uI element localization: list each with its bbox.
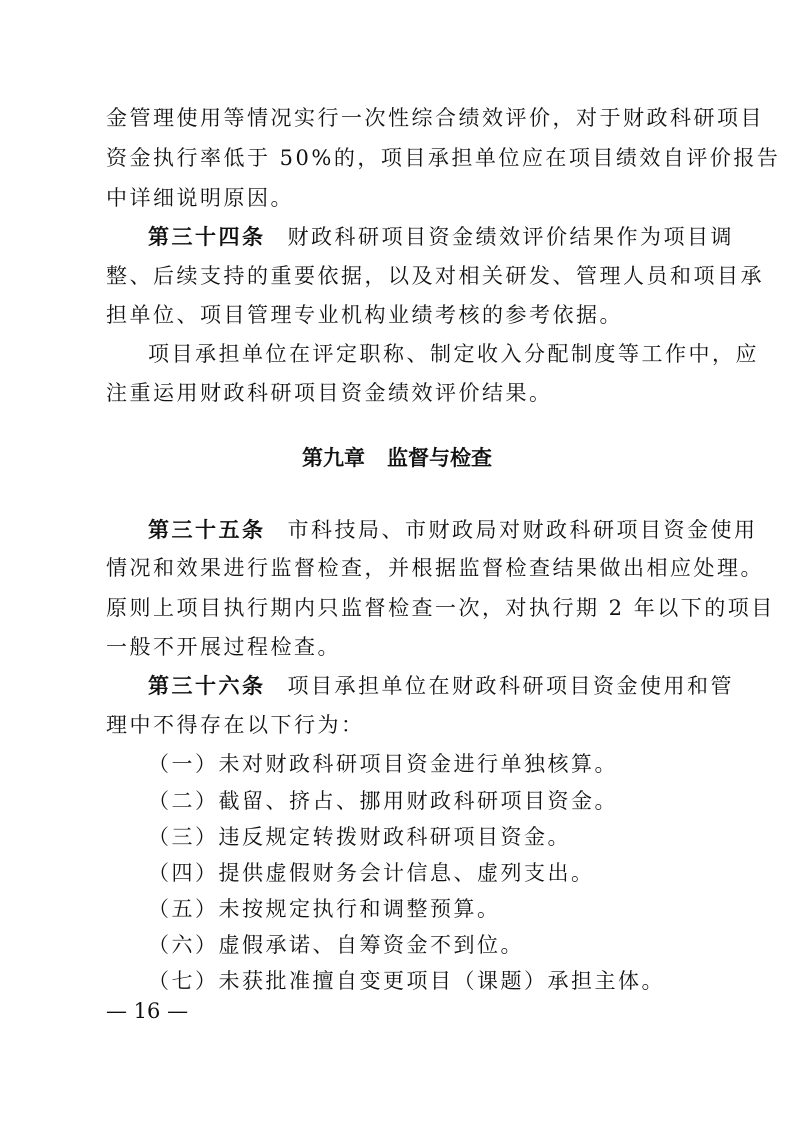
article-35-text: 市科技局、市财政局对财政科研项目资金使用	[287, 518, 758, 542]
chapter-heading	[302, 443, 492, 473]
list-item: （六）虚假承诺、自筹资金不到位。	[148, 933, 524, 957]
list-item: （七）未获批准擅自变更项目（课题）承担主体。	[148, 969, 665, 993]
article-36-first-line	[148, 671, 734, 701]
body-text-line: 中详细说明原因。	[106, 186, 294, 210]
body-text-line: 原则上项目执行期内只监督检查一次，对执行期 2 年以下的项目	[106, 596, 775, 620]
article-36-text: 项目承担单位在财政科研项目资金使用和管	[287, 674, 734, 698]
body-text-line: 项目承担单位在评定职称、制定收入分配制度等工作中，应	[148, 342, 759, 366]
body-text-line: 理中不得存在以下行为：	[106, 713, 365, 737]
article-35-first-line	[148, 515, 758, 545]
list-item: （三）违反规定转拨财政科研项目资金。	[148, 825, 571, 849]
article-34-text: 财政科研项目资金绩效评价结果作为项目调	[287, 225, 734, 249]
body-text-line: 整、后续支持的重要依据，以及对相关研发、管理人员和项目承	[106, 264, 764, 288]
body-text-line: 情况和效果进行监督检查，并根据监督检查结果做出相应处理。	[106, 556, 764, 580]
list-item: （二）截留、挤占、挪用财政科研项目资金。	[148, 789, 618, 813]
body-text-line: 金管理使用等情况实行一次性综合绩效评价，对于财政科研项目	[106, 106, 764, 130]
article-34-number: 第三十四条	[148, 225, 266, 249]
list-item: （四）提供虚假财务会计信息、虚列支出。	[148, 861, 595, 885]
page-number: — 16 —	[106, 999, 189, 1023]
body-text-line: 资金执行率低于 50%的，项目承担单位应在项目绩效自评价报告	[106, 146, 781, 170]
article-35-number: 第三十五条	[148, 518, 266, 542]
article-34-first-line	[148, 222, 734, 252]
body-text-line: 注重运用财政科研项目资金绩效评价结果。	[106, 381, 553, 405]
body-text-line: 担单位、项目管理专业机构业绩考核的参考依据。	[106, 303, 623, 327]
article-36-number: 第三十六条	[148, 674, 266, 698]
body-text-line: 一般不开展过程检查。	[106, 635, 341, 659]
list-item: （五）未按规定执行和调整预算。	[148, 897, 501, 921]
list-item: （一）未对财政科研项目资金进行单独核算。	[148, 752, 618, 776]
chapter-number: 第九章	[302, 446, 365, 470]
chapter-title: 监督与检查	[387, 446, 492, 470]
